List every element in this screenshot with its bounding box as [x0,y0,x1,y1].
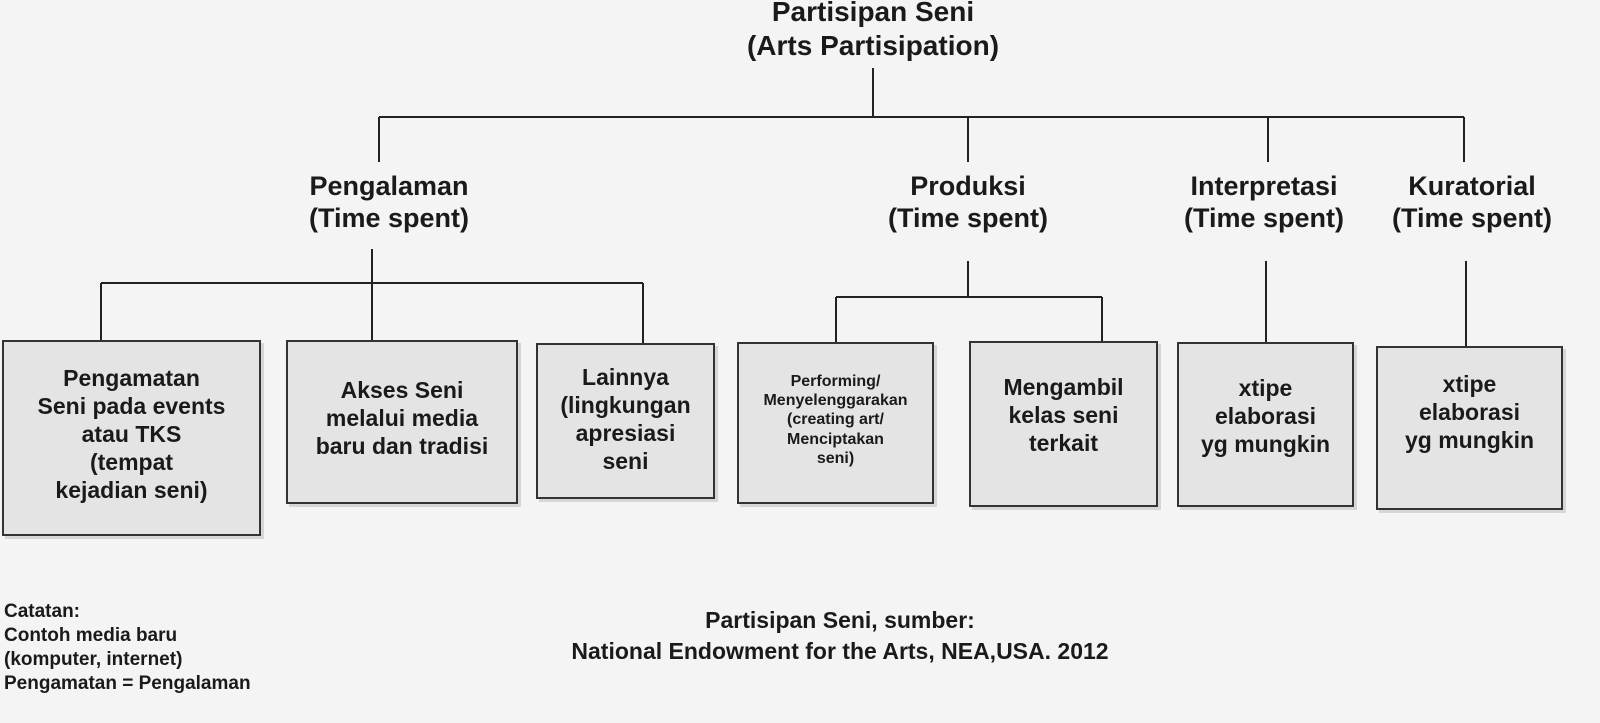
box-line: kejadian seni) [55,477,208,504]
box-line: Performing/ [790,373,881,390]
box-line: seni) [816,449,855,467]
box-lainnya [536,343,715,499]
box-line: terkait [1028,430,1099,457]
box-line: (tempat [89,449,174,476]
category-kuratorial [1372,170,1572,235]
box-pengamatan [2,340,261,536]
category-name: Interpretasi [1190,171,1338,201]
category-sub: (Time spent) [308,203,470,234]
box-mengambil [969,341,1158,507]
box-line: Akses Seni [340,377,464,403]
footnote [4,600,251,697]
footnote-heading: Catatan: [4,601,81,622]
box-interpretasi-tipe [1177,342,1354,507]
box-line: Pengamatan [63,365,200,391]
category-sub: (Time spent) [1183,203,1345,234]
box-line: elaborasi [1215,403,1316,430]
box-line: Seni pada events [37,393,226,420]
box-line: Mengambil [1003,374,1124,400]
category-name: Pengalaman [309,171,469,201]
category-sub: (Time spent) [887,203,1049,234]
category-interpretasi [1134,170,1394,235]
box-line: baru dan tradisi [315,433,489,460]
footnote-line: Contoh media baru [4,625,178,647]
root-title: Partisipan Seni [771,0,975,27]
source-caption [500,605,1180,667]
box-line: apresiasi [575,420,676,447]
box-line: elaborasi [1419,399,1520,426]
box-line: Lainnya [582,364,669,390]
root-subtitle: (Arts Partisipation) [746,29,1000,61]
box-kuratorial-tipe [1376,346,1563,510]
box-line: (creating art/ [787,411,884,429]
box-line: (lingkungan [560,392,691,419]
category-name: Kuratorial [1408,171,1536,201]
box-line: Menyelenggarakan [763,392,908,410]
source-line: National Endowment for the Arts, NEA,USA. 2012 [571,638,1109,665]
box-line: Menciptakan [787,430,884,448]
footnote-line: Pengamatan = Pengalaman [4,673,251,695]
box-akses-seni [286,340,518,504]
box-line: seni [602,448,649,475]
box-line: xtipe [1442,371,1497,397]
box-line: kelas seni [1008,402,1119,429]
box-line: atau TKS [81,421,182,448]
footnote-line: (komputer, internet) [4,649,183,671]
root-node [673,0,1073,62]
source-line: Partisipan Seni, sumber: [705,607,975,633]
category-pengalaman [259,170,519,235]
category-sub: (Time spent) [1391,203,1553,234]
category-name: Produksi [910,171,1026,201]
box-line: melalui media [325,405,479,432]
box-line: yg mungkin [1404,427,1535,454]
box-performing [737,342,934,504]
category-produksi [838,170,1098,235]
box-line: xtipe [1238,375,1293,401]
box-line: yg mungkin [1200,431,1331,458]
